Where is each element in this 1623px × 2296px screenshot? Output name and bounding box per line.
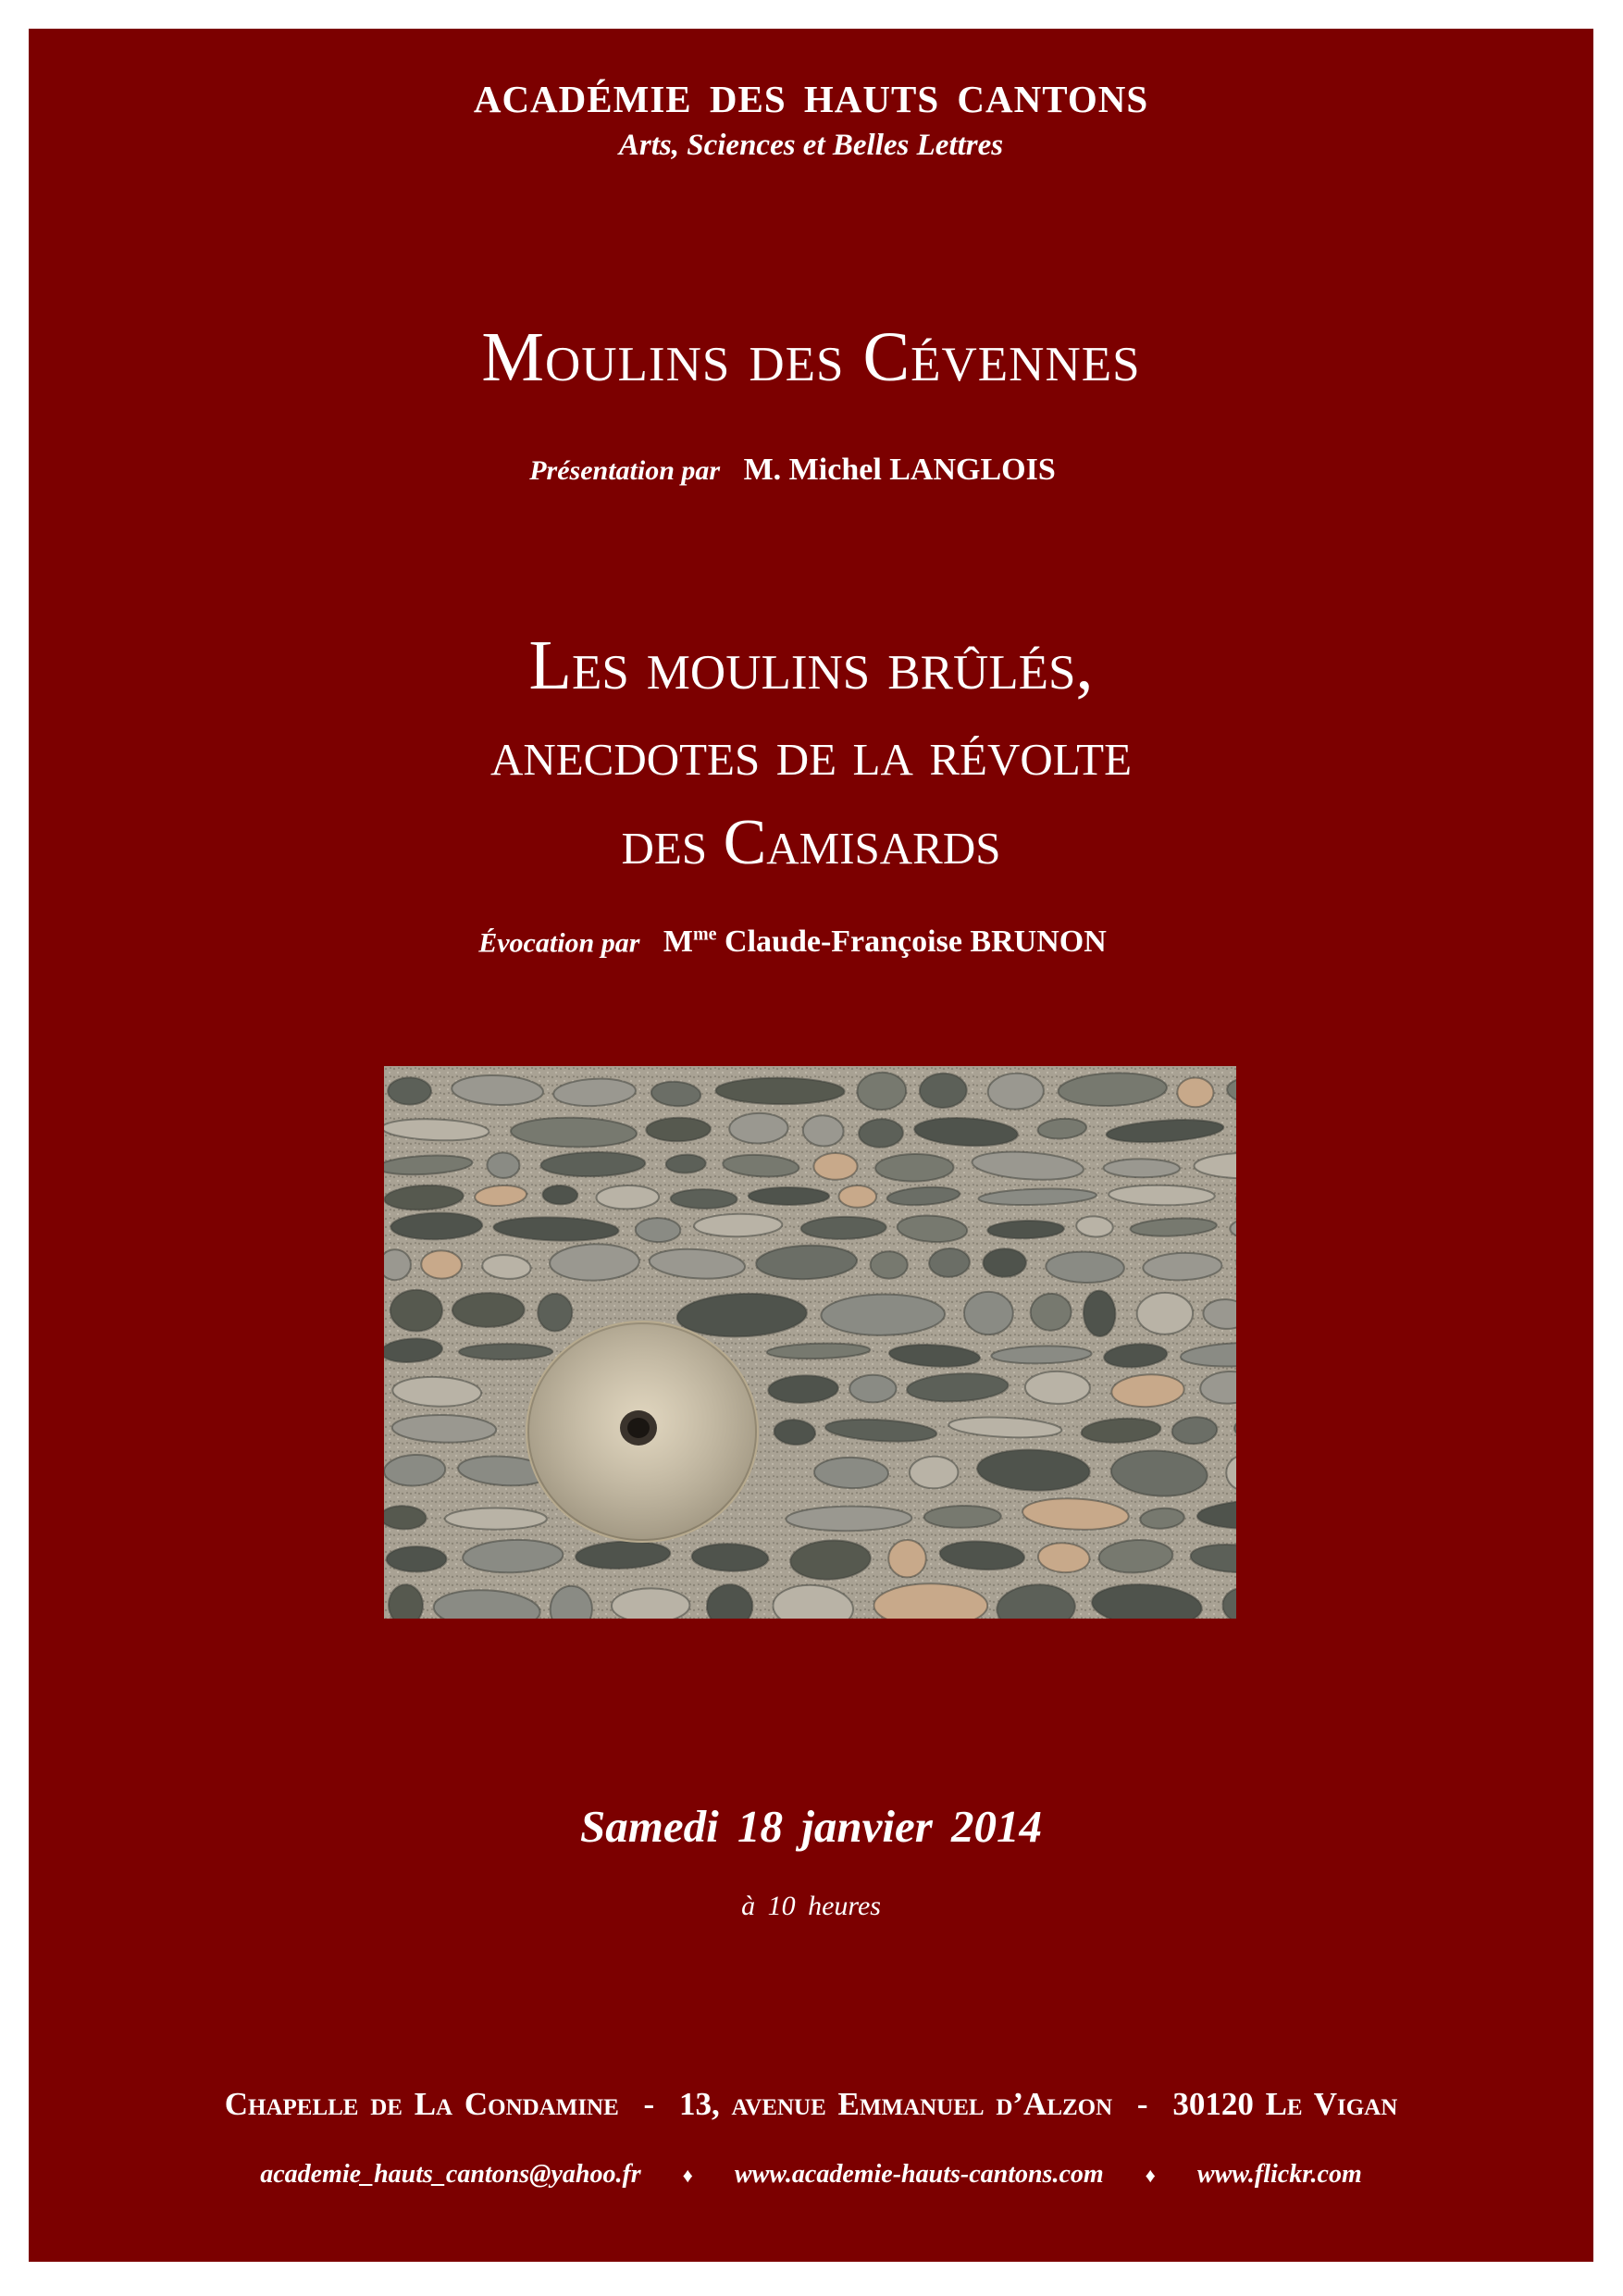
talk2-title <box>29 621 1593 887</box>
stone-wall-millstone-photo <box>384 1066 1236 1619</box>
academy-name: ACADÉMIE DES HAUTS CANTONS <box>473 78 1149 120</box>
talk1-presenter <box>10 453 1575 488</box>
wall-stone <box>542 1185 577 1205</box>
talk1-presenter-lead: Présentation par <box>529 455 721 486</box>
wall-stone <box>1083 1290 1116 1337</box>
academy-tagline: Arts, Sciences et Belles Lettres <box>618 129 1004 162</box>
wall-stone <box>636 1218 681 1243</box>
wall-stone <box>671 1189 737 1209</box>
event-time: à 10 heures <box>741 1891 881 1921</box>
wall-stone <box>910 1456 959 1488</box>
wall-stone <box>801 1216 886 1239</box>
wall-stone <box>821 1294 945 1336</box>
wall-stone <box>612 1588 690 1619</box>
wall-stone <box>786 1506 911 1532</box>
talk2-presenter-lead: Évocation par <box>478 927 640 959</box>
wall-stone <box>1177 1077 1214 1108</box>
wall-stone <box>871 1251 908 1279</box>
contact-website[interactable]: www.academie-hauts-cantons.com <box>734 2160 1104 2189</box>
talk2-title-line3: des Camisards <box>621 807 1001 878</box>
wall-stone <box>859 1118 904 1148</box>
talk1-title: Moulins des Cévennes <box>481 318 1141 396</box>
wall-stone <box>849 1375 896 1403</box>
diamond-bullet-icon: ♦ <box>682 2164 693 2187</box>
wall-stone <box>646 1117 711 1141</box>
wall-stone <box>487 1152 520 1179</box>
wall-stone <box>964 1292 1013 1335</box>
contact-email[interactable]: academie_hauts_cantons@yahoo.fr <box>260 2160 641 2189</box>
wall-stone <box>813 1153 857 1180</box>
wall-stone <box>390 1290 443 1332</box>
wall-stone <box>875 1153 954 1182</box>
wall-stone <box>1025 1371 1090 1404</box>
wall-stone <box>729 1112 788 1144</box>
wall-stone <box>388 1077 431 1104</box>
talk2-title-line1: Les moulins brûlés, <box>528 627 1094 704</box>
wall-stone <box>694 1213 783 1237</box>
diamond-bullet-icon: ♦ <box>1145 2164 1156 2187</box>
wall-stone <box>459 1344 552 1359</box>
wall-stone <box>387 1546 447 1572</box>
venue-separator-2: - <box>1136 2086 1148 2122</box>
wall-stone <box>749 1187 829 1205</box>
talk2-presenter-prefix: M <box>663 925 693 960</box>
venue-line <box>29 2086 1593 2123</box>
contact-flickr[interactable]: www.flickr.com <box>1196 2160 1362 2189</box>
venue-address: 13, avenue Emmanuel d’Alzon <box>678 2086 1113 2122</box>
wall-stone <box>445 1508 547 1530</box>
wall-stone <box>924 1505 1001 1528</box>
venue-place: Chapelle de La Condamine <box>224 2086 619 2122</box>
wall-stone <box>983 1248 1026 1277</box>
wall-stone <box>1136 1292 1193 1334</box>
talk2-title-line2: anecdotes de la révolte <box>489 718 1133 789</box>
talk2-presenter-sup: me <box>693 925 717 945</box>
wall-stone <box>838 1185 876 1208</box>
wall-stone <box>421 1250 463 1279</box>
wall-stone <box>888 1539 927 1578</box>
wall-stone <box>715 1077 844 1104</box>
talk2-presenter <box>10 925 1575 960</box>
mortar-background <box>384 1066 1236 1619</box>
poster <box>29 29 1593 2262</box>
talk2-presenter-fullname: Claude-Françoise BRUNON <box>725 925 1107 960</box>
wall-stone <box>665 1154 706 1173</box>
wall-stone <box>857 1072 907 1111</box>
wall-stone <box>920 1073 968 1108</box>
talk1-presenter-name: M. Michel LANGLOIS <box>743 453 1056 487</box>
venue-city: 30120 Le Vigan <box>1172 2086 1398 2122</box>
event-date: Samedi 18 janvier 2014 <box>579 1801 1043 1852</box>
wall-stone <box>538 1294 572 1332</box>
wall-stone <box>814 1457 889 1489</box>
millstone <box>527 1322 757 1541</box>
contacts-line <box>29 2160 1593 2190</box>
wall-stone <box>1104 1159 1181 1177</box>
wall-stone <box>452 1293 525 1327</box>
venue-separator-1: - <box>643 2086 655 2122</box>
wall-stone <box>596 1185 659 1210</box>
talk2-presenter-name <box>663 925 1107 959</box>
